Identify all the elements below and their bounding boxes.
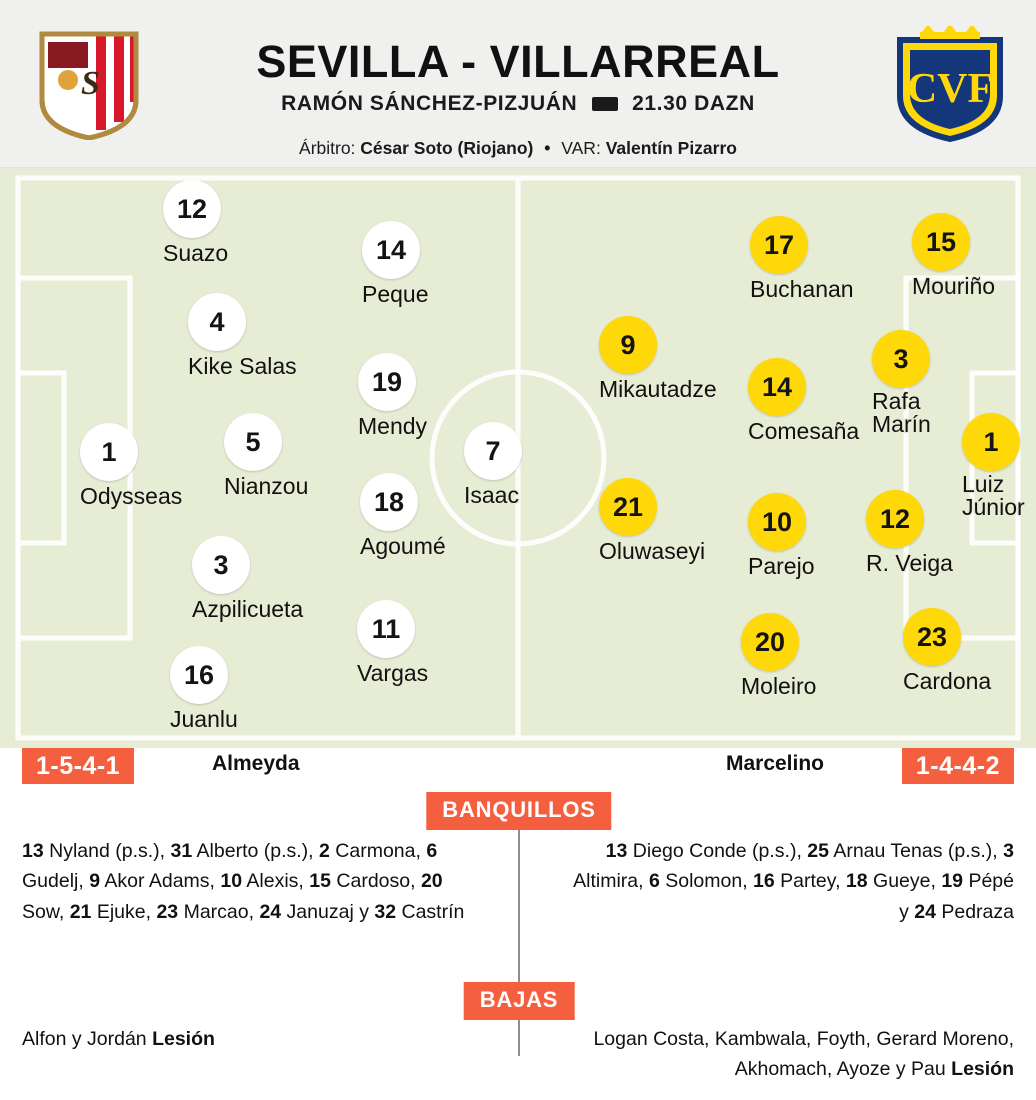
away-injuries-list: Logan Costa, Kambwala, Foyth, Gerard Moreno, Akhomach, Ayoze y Pau Lesión: [593, 1028, 1014, 1081]
player-number: 5: [224, 413, 282, 471]
bench-section-label: BANQUILLOS: [426, 792, 611, 830]
referee-name: César Soto (Riojano): [360, 138, 534, 158]
player-number: 9: [599, 316, 657, 374]
player-number: 14: [748, 358, 806, 416]
away-bench-list: 13 Diego Conde (p.s.), 25 Arnau Tenas (p.s.), 3 Altimira, 6 Solomon, 16 Partey, 18 Gueye, 19 Pépé y 24 Pedraza: [573, 840, 1014, 923]
officials-line: [0, 138, 1036, 159]
player-number: 14: [362, 221, 420, 279]
home-bench-list: 13 Nyland (p.s.), 31 Alberto (p.s.), 2 Carmona, 6 Gudelj, 9 Akor Adams, 10 Alexis, 15 Cardoso, 20 Sow, 21 Ejuke, 23 Marcao, 24 Januzaj y 32 Castrín: [22, 840, 465, 923]
player-number: 17: [750, 216, 808, 274]
player-number: 21: [599, 478, 657, 536]
player-number: 19: [358, 353, 416, 411]
away-coach-name: Marcelino: [725, 752, 824, 775]
pitch: 1 Odysseas 16 Juanlu 3 Azpilicueta 5 Nianzou 4 Kike Salas 12 Suazo 11 Vargas 18 Agoumé 19 Mendy 14 Peque 7 Isaac 1 Luiz Júnior 12 R. Veiga 3 Rafa Marín 15 Mouriño 17 Buchanan 23 Cardona 20 Moleiro 10 Parejo 14 Comesaña 9 Mikautadze 21 Oluwaseyi: [0, 168, 1036, 748]
injuries-section-label: BAJAS: [464, 982, 575, 1020]
away-formation-badge: 1-4-4-2: [902, 748, 1014, 784]
tv-icon: [592, 97, 618, 111]
stadium-name: RAMÓN SÁNCHEZ-PIZJUÁN: [281, 92, 578, 115]
player-number: 3: [192, 536, 250, 594]
home-formation-badge: 1-5-4-1: [22, 748, 134, 784]
player-number: 15: [912, 213, 970, 271]
home-injuries-list: Alfon y Jordán Lesión: [22, 1028, 215, 1050]
player-number: 20: [741, 613, 799, 671]
player-number: 7: [464, 422, 522, 480]
player-number: 3: [872, 330, 930, 388]
bench-and-injuries-section: [0, 792, 1036, 1100]
separator-dot: •: [544, 138, 551, 158]
var-name: Valentín Pizarro: [605, 138, 737, 158]
player-number: 23: [903, 608, 961, 666]
match-header: [0, 0, 1036, 168]
player-number: 1: [80, 423, 138, 481]
player-number: 12: [866, 490, 924, 548]
kickoff-time: 21.30 DAZN: [632, 92, 755, 115]
player-number: 4: [188, 293, 246, 351]
player-number: 11: [357, 600, 415, 658]
svg-text:S: S: [81, 65, 100, 102]
svg-text:CVF: CVF: [906, 66, 994, 112]
player-number: 1: [962, 413, 1020, 471]
player-number: 12: [163, 180, 221, 238]
home-coach-name: Almeyda: [212, 752, 300, 775]
var-label: VAR:: [561, 138, 601, 158]
page-title: SEVILLA - VILLARREAL: [256, 36, 780, 87]
player-number: 16: [170, 646, 228, 704]
stadium-kickoff-line: [0, 92, 1036, 116]
player-number: 10: [748, 493, 806, 551]
referee-label: Árbitro:: [299, 138, 356, 158]
player-number: 18: [360, 473, 418, 531]
formation-bar: [0, 748, 1036, 792]
